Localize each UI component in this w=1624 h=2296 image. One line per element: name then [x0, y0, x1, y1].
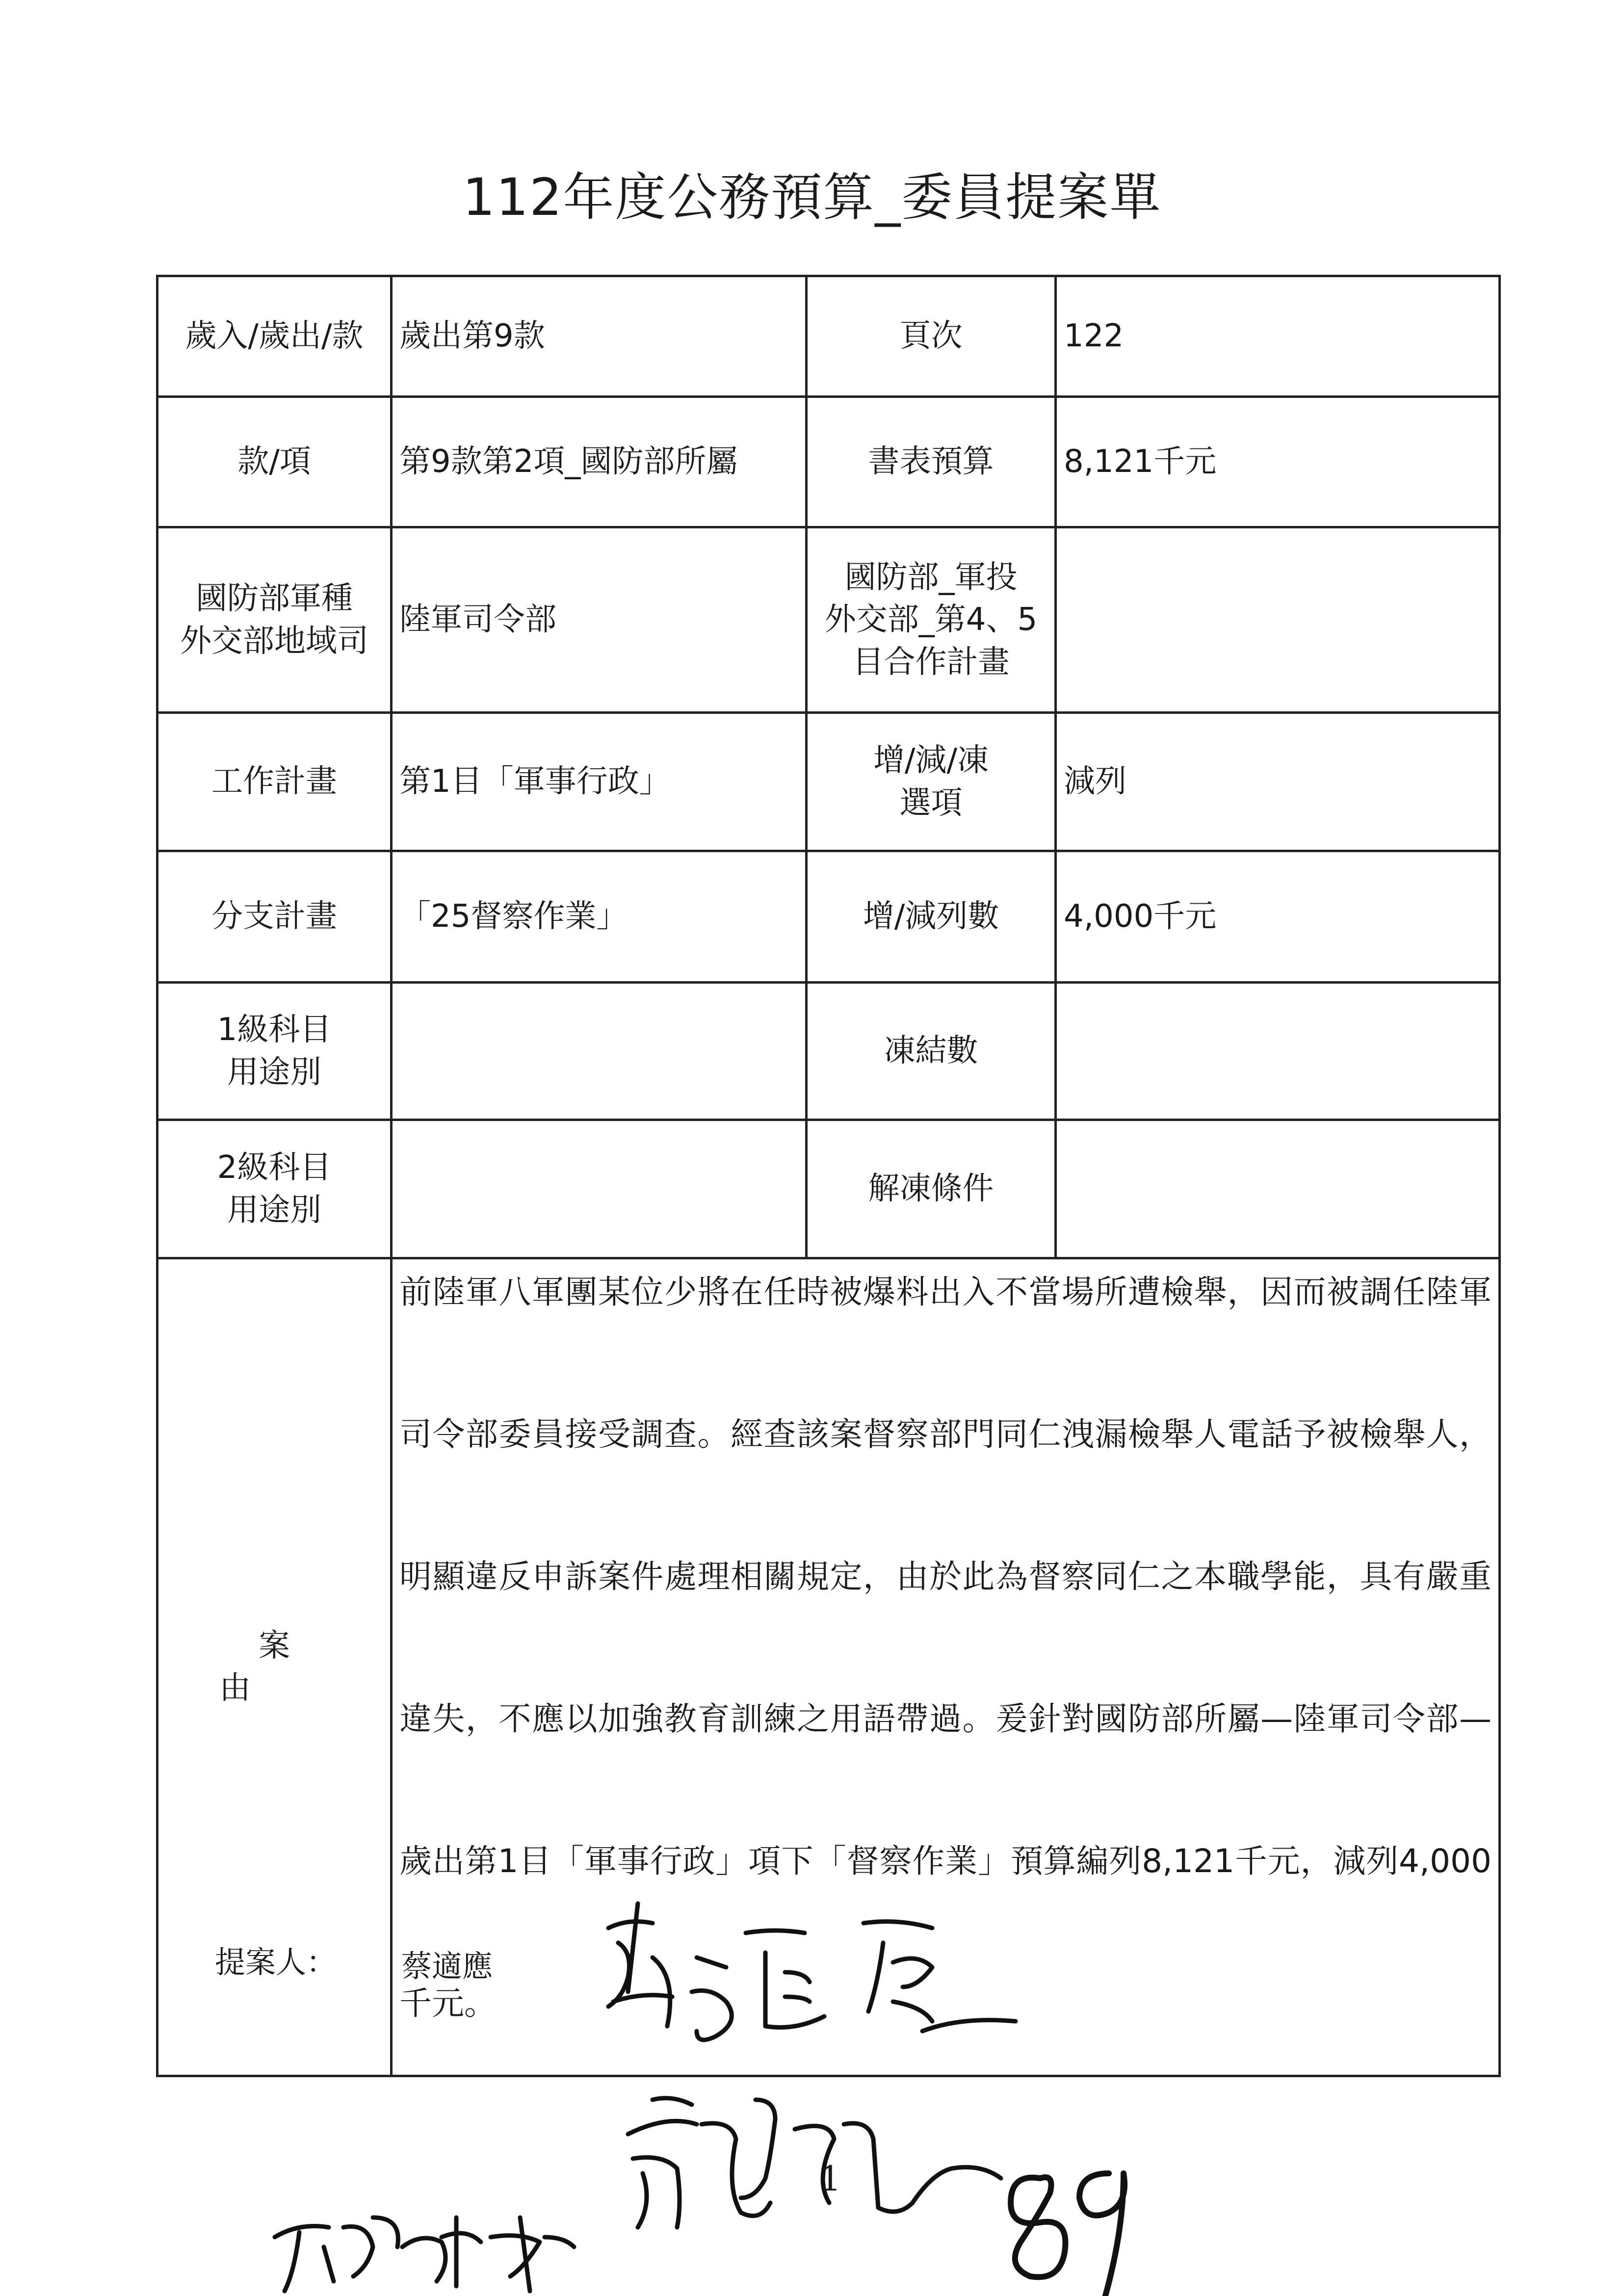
- signature-1: [608, 1904, 1016, 2040]
- row-value: 陸軍司令部: [392, 527, 807, 713]
- handwritten-89: [1011, 2173, 1125, 2296]
- row-value: 「25督察作業」: [392, 851, 807, 983]
- row-value: 第1目「軍事行政」: [392, 713, 807, 851]
- row-label: 國防部_軍投 外交部_第4、5 目合作計畫: [807, 527, 1056, 713]
- reason-label-text: 案由: [219, 1627, 368, 1706]
- row-label: 書表預算: [807, 397, 1056, 527]
- row-label: 解凍條件: [807, 1120, 1056, 1258]
- row-label: 凍結數: [807, 983, 1056, 1120]
- proposer-label: 提案人：: [215, 1944, 337, 1980]
- row-label: 增/減/凍 選項: [807, 713, 1056, 851]
- proposer-name: 蔡適應: [401, 1948, 493, 1984]
- row-label: 分支計畫: [157, 851, 392, 983]
- row-label: 工作計畫: [157, 713, 392, 851]
- row-label: 頁次: [807, 276, 1056, 397]
- document-title: 112年度公務預算_委員提案單: [462, 167, 1162, 227]
- row-label: 增/減列數: [807, 851, 1056, 983]
- row-value: 122: [1056, 276, 1500, 397]
- page-number: 1: [819, 2159, 841, 2199]
- row-value: 第9款第2項_國防部所屬: [392, 397, 807, 527]
- row-label: 國防部軍種 外交部地域司: [157, 527, 392, 713]
- signature-3: [275, 2218, 574, 2291]
- row-label: 1級科目 用途別: [157, 983, 392, 1120]
- row-value: 4,000千元: [1056, 851, 1500, 983]
- row-label: 款/項: [157, 397, 392, 527]
- signature-2: [628, 2098, 1001, 2227]
- row-value: 歲出第9款: [392, 276, 807, 397]
- row-value: 8,121千元: [1056, 397, 1500, 527]
- row-label: 歲入/歲出/款: [157, 276, 392, 397]
- row-value: 減列: [1056, 713, 1500, 851]
- reason-text: 前陸軍八軍團某位少將在任時被爆料出入不當場所遭檢舉，因而被調任陸軍司令部委員接受調查。經查該案督察部門同仁洩漏檢舉人電話予被檢舉人，明顯違反申訴案件處理相關規定，由於此為督察同仁之本職學能，具有嚴重違失，不應以加強教育訓練之用語帶過。爰針對國防部所屬—陸軍司令部—歲出第1目「軍事行政」項下「督察作業」預算編列8,121千元，減列4,000千元。: [399, 1273, 1492, 2022]
- row-label: 2級科目 用途別: [157, 1120, 392, 1258]
